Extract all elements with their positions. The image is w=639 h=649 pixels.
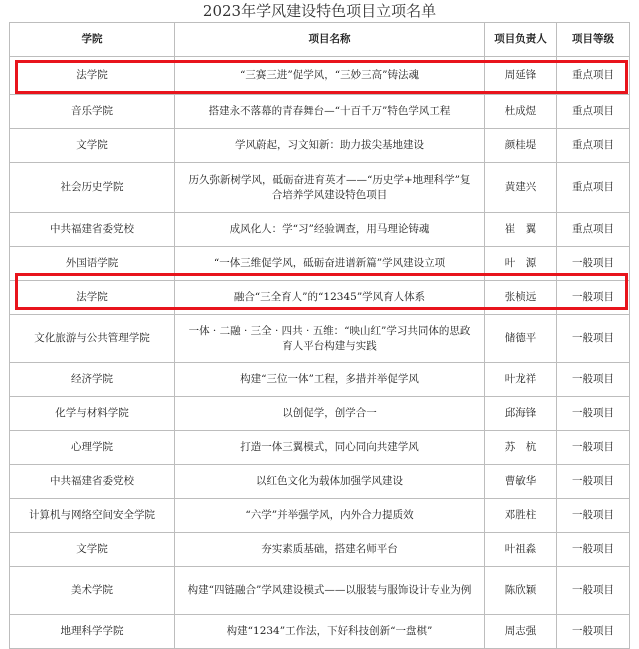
leader-cell: 陈欣颖: [485, 567, 557, 615]
project-name-cell: 以创促学，创学合一: [175, 397, 485, 431]
level-cell: 重点项目: [557, 129, 630, 163]
table-row: [10, 431, 630, 465]
project-name-cell: “三赛三进”促学风，“三妙三高”铸法魂: [175, 57, 485, 95]
leader-cell: 叶龙祥: [485, 363, 557, 397]
college-cell: 经济学院: [10, 363, 175, 397]
project-name-cell: 以红色文化为载体加强学风建设: [175, 465, 485, 499]
level-cell: 一般项目: [557, 533, 630, 567]
table-row: [10, 397, 630, 431]
leader-cell: 颜桂堤: [485, 129, 557, 163]
table-row: [10, 363, 630, 397]
column-header-project: 项目名称: [175, 23, 485, 57]
table-row: [10, 281, 630, 315]
column-header-leader: 项目负责人: [485, 23, 557, 57]
level-cell: 重点项目: [557, 95, 630, 129]
leader-cell: 周志强: [485, 615, 557, 649]
level-cell: 一般项目: [557, 315, 630, 363]
level-cell: 一般项目: [557, 247, 630, 281]
college-cell: 法学院: [10, 281, 175, 315]
college-cell: 文化旅游与公共管理学院: [10, 315, 175, 363]
project-name-cell: 搭建永不落幕的青春舞台—“十百千万”特色学风工程: [175, 95, 485, 129]
project-name-cell: 学风蔚起，习文知新：助力拔尖基地建设: [175, 129, 485, 163]
table-row: [10, 315, 630, 363]
level-cell: 重点项目: [557, 57, 630, 95]
level-cell: 一般项目: [557, 397, 630, 431]
table-row: [10, 465, 630, 499]
college-cell: 音乐学院: [10, 95, 175, 129]
table-row: [10, 129, 630, 163]
college-cell: 文学院: [10, 129, 175, 163]
project-name-cell: 一体 · 二融 · 三全 · 四共 · 五维：“映山红”学习共同体的思政育人平台构建与实践: [175, 315, 485, 363]
leader-cell: 曹敏华: [485, 465, 557, 499]
table-row: [10, 57, 630, 95]
level-cell: 一般项目: [557, 567, 630, 615]
level-cell: 重点项目: [557, 163, 630, 213]
column-header-level: 项目等级: [557, 23, 630, 57]
table-row: [10, 615, 630, 649]
leader-cell: 叶祖淼: [485, 533, 557, 567]
college-cell: 外国语学院: [10, 247, 175, 281]
project-table: [9, 22, 630, 649]
project-name-cell: 历久弥新树学风，砥砺奋进育英才——“历史学+地理科学”复合培养学风建设特色项目: [175, 163, 485, 213]
leader-cell: 周延锋: [485, 57, 557, 95]
level-cell: 一般项目: [557, 281, 630, 315]
table-row: [10, 95, 630, 129]
college-cell: 计算机与网络空间安全学院: [10, 499, 175, 533]
project-name-cell: 成风化人：学“习”经验调查，用马理论铸魂: [175, 213, 485, 247]
table-row: [10, 567, 630, 615]
column-header-college: 学院: [10, 23, 175, 57]
leader-cell: 黄建兴: [485, 163, 557, 213]
college-cell: 地理科学学院: [10, 615, 175, 649]
table-row: [10, 533, 630, 567]
table-body: [10, 57, 630, 649]
project-name-cell: 融合“三全育人”的“12345”学风育人体系: [175, 281, 485, 315]
leader-cell: 张桢远: [485, 281, 557, 315]
table-header-row: [10, 23, 630, 57]
table-row: [10, 247, 630, 281]
level-cell: 一般项目: [557, 363, 630, 397]
level-cell: 一般项目: [557, 615, 630, 649]
college-cell: 社会历史学院: [10, 163, 175, 213]
project-name-cell: “六学”并举强学风，内外合力提质效: [175, 499, 485, 533]
college-cell: 中共福建省委党校: [10, 465, 175, 499]
table-row: [10, 163, 630, 213]
college-cell: 中共福建省委党校: [10, 213, 175, 247]
college-cell: 心理学院: [10, 431, 175, 465]
project-name-cell: 打造一体三翼模式，同心同向共建学风: [175, 431, 485, 465]
college-cell: 法学院: [10, 57, 175, 95]
project-name-cell: “一体三维促学风，砥砺奋进谱新篇”学风建设立项: [175, 247, 485, 281]
level-cell: 一般项目: [557, 499, 630, 533]
level-cell: 重点项目: [557, 213, 630, 247]
leader-cell: 杜成煜: [485, 95, 557, 129]
project-name-cell: 构建“四链融合”学风建设模式——以服装与服饰设计专业为例: [175, 567, 485, 615]
college-cell: 文学院: [10, 533, 175, 567]
leader-cell: 储德平: [485, 315, 557, 363]
document-title: 2023年学风建设特色项目立项名单: [202, 2, 437, 20]
project-name-cell: 构建“1234”工作法，下好科技创新“一盘棋”: [175, 615, 485, 649]
leader-cell: 叶 源: [485, 247, 557, 281]
level-cell: 一般项目: [557, 465, 630, 499]
table-row: [10, 213, 630, 247]
level-cell: 一般项目: [557, 431, 630, 465]
leader-cell: 崔 翼: [485, 213, 557, 247]
leader-cell: 邓胜柱: [485, 499, 557, 533]
project-name-cell: 夯实素质基础，搭建名师平台: [175, 533, 485, 567]
leader-cell: 邱海锋: [485, 397, 557, 431]
table-row: [10, 499, 630, 533]
leader-cell: 苏 杭: [485, 431, 557, 465]
college-cell: 化学与材料学院: [10, 397, 175, 431]
project-name-cell: 构建“三位一体”工程，多措并举促学风: [175, 363, 485, 397]
college-cell: 美术学院: [10, 567, 175, 615]
